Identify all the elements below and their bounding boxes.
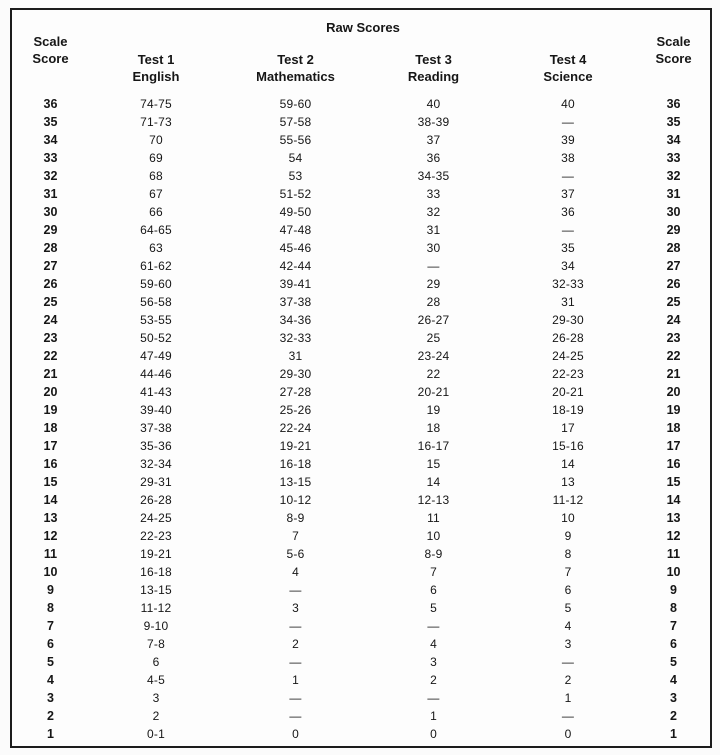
scale-score-cell-right: 32 <box>666 169 681 183</box>
scale-score-cell-left: 31 <box>43 187 58 201</box>
scale-score-cell-left: 6 <box>47 637 54 651</box>
table-row <box>11 689 711 707</box>
science-cell: 32-33 <box>552 277 584 291</box>
scale-score-cell-left: 14 <box>43 493 58 507</box>
english-cell: 47-49 <box>140 349 172 363</box>
score-conversion-table <box>10 8 712 748</box>
english-cell: 44-46 <box>140 367 172 381</box>
science-cell: — <box>561 115 575 129</box>
mathematics-cell: 53 <box>288 169 303 183</box>
scale-score-cell-right: 27 <box>666 259 681 273</box>
science-cell: 20-21 <box>552 385 584 399</box>
scale-score-cell-right: 7 <box>670 619 677 633</box>
mathematics-cell: 45-46 <box>279 241 312 255</box>
english-cell: 56-58 <box>140 295 172 309</box>
reading-cell: 38-39 <box>417 115 450 129</box>
scale-score-cell-left: 28 <box>43 241 58 255</box>
english-cell: 41-43 <box>140 385 172 399</box>
scale-score-cell-left: 20 <box>43 385 58 399</box>
table-row <box>11 653 711 671</box>
mathematics-cell: 4 <box>292 565 299 579</box>
test3-reading-header <box>368 46 499 92</box>
reading-cell: 19 <box>426 403 441 417</box>
science-cell: 22-23 <box>552 367 584 381</box>
test3-label: Test 3 <box>415 52 452 68</box>
scale-score-cell-right: 1 <box>670 727 677 741</box>
mathematics-cell: 57-58 <box>279 115 312 129</box>
science-cell: 34 <box>561 259 575 273</box>
reading-cell: — <box>427 691 440 705</box>
table-row <box>11 167 711 185</box>
scale-score-cell-left: 19 <box>43 403 58 417</box>
scale-score-cell-right: 33 <box>666 151 681 165</box>
scale-score-cell-left: 35 <box>43 115 58 129</box>
scale-score-header-line2: Score <box>32 51 69 66</box>
mathematics-cell: 5-6 <box>286 547 305 561</box>
english-cell: 70 <box>149 133 163 147</box>
science-cell: 35 <box>561 241 575 255</box>
reading-cell: 1 <box>430 709 437 723</box>
scale-score-cell-left: 11 <box>43 547 58 561</box>
english-cell: 71-73 <box>140 115 172 129</box>
mathematics-cell: 1 <box>292 673 299 687</box>
reading-cell: 33 <box>426 187 441 201</box>
table-row <box>11 131 711 149</box>
scale-score-cell-right: 35 <box>666 115 681 129</box>
science-cell: 0 <box>564 727 572 741</box>
scale-score-cell-left: 36 <box>43 97 58 111</box>
table-row <box>11 509 711 527</box>
scale-score-cell-left: 17 <box>43 439 58 453</box>
science-cell: 17 <box>561 421 575 435</box>
score-table-body <box>11 92 711 747</box>
mathematics-cell: 3 <box>292 601 299 615</box>
science-cell: 18-19 <box>552 403 584 417</box>
scale-score-cell-left: 15 <box>43 475 58 489</box>
reading-cell: 14 <box>426 475 441 489</box>
scale-score-header-line1: Scale <box>33 34 68 50</box>
science-cell: 9 <box>564 529 572 543</box>
raw-scores-header: Raw Scores <box>326 19 400 35</box>
science-cell: 36 <box>561 205 575 219</box>
mathematics-cell: — <box>289 709 302 723</box>
science-cell: 39 <box>561 133 575 147</box>
scale-score-cell-right: 24 <box>666 313 681 327</box>
reading-cell: 34-35 <box>417 169 450 183</box>
english-cell: 74-75 <box>140 97 172 111</box>
mathematics-cell: 16-18 <box>279 457 312 471</box>
scale-score-cell-right: 5 <box>670 655 677 669</box>
scale-score-cell-right: 16 <box>666 457 681 471</box>
reading-cell: 12-13 <box>417 493 450 507</box>
scale-score-cell-left: 13 <box>43 511 58 525</box>
test2-label: Test 2 <box>277 52 314 68</box>
mathematics-cell: 59-60 <box>279 97 312 111</box>
table-row <box>11 635 711 653</box>
test-header-row <box>11 46 711 92</box>
table-row <box>11 383 711 401</box>
english-cell: 11-12 <box>140 601 172 615</box>
reading-cell: 11 <box>427 511 440 525</box>
reading-cell: 37 <box>426 133 441 147</box>
scale-score-cell-left: 9 <box>47 583 54 597</box>
mathematics-cell: 32-33 <box>279 331 312 345</box>
english-cell: 69 <box>149 151 163 165</box>
reading-cell: 40 <box>426 97 441 111</box>
english-cell: 63 <box>149 241 163 255</box>
mathematics-cell: 34-36 <box>279 313 312 327</box>
science-cell: — <box>561 169 575 183</box>
reading-cell: 36 <box>426 151 441 165</box>
table-row <box>11 725 711 747</box>
reading-cell: 8-9 <box>424 547 443 561</box>
mathematics-cell: — <box>289 583 302 597</box>
reading-cell: 25 <box>426 331 441 345</box>
scale-score-cell-left: 21 <box>43 367 58 381</box>
table-row <box>11 221 711 239</box>
scale-score-cell-right: 31 <box>666 187 681 201</box>
test4-science-header <box>499 46 637 92</box>
reading-cell: — <box>427 619 440 633</box>
reading-cell: 7 <box>430 565 437 579</box>
table-row <box>11 365 711 383</box>
scale-score-cell-right: 12 <box>666 529 681 543</box>
table-row <box>11 707 711 725</box>
table-row <box>11 455 711 473</box>
english-cell: 37-38 <box>140 421 172 435</box>
scale-score-cell-right: 8 <box>670 601 677 615</box>
mathematics-cell: 7 <box>292 529 299 543</box>
science-cell: 13 <box>561 475 575 489</box>
english-cell: 16-18 <box>140 565 172 579</box>
table-row <box>11 545 711 563</box>
scale-score-cell-right: 2 <box>670 709 677 723</box>
english-cell: 7-8 <box>147 637 165 651</box>
table-row <box>11 419 711 437</box>
english-cell: 4-5 <box>147 673 165 687</box>
english-cell: 59-60 <box>140 277 172 291</box>
scale-score-cell-left: 18 <box>43 421 58 435</box>
scale-score-cell-right: 28 <box>666 241 681 255</box>
table-header <box>11 9 711 92</box>
scale-score-cell-left: 23 <box>43 331 58 345</box>
scale-score-cell-left: 22 <box>43 349 58 363</box>
reading-cell: 30 <box>426 241 441 255</box>
table-row <box>11 275 711 293</box>
scale-score-cell-left: 30 <box>43 205 58 219</box>
science-cell: 6 <box>564 583 572 597</box>
reading-cell: 18 <box>426 421 441 435</box>
scale-score-cell-right: 11 <box>666 547 681 561</box>
english-cell: 13-15 <box>140 583 172 597</box>
reading-cell: 3 <box>430 655 437 669</box>
science-cell: 5 <box>564 601 572 615</box>
scale-score-cell-left: 4 <box>47 673 54 687</box>
english-cell: 2 <box>152 709 160 723</box>
mathematics-cell: 10-12 <box>279 493 312 507</box>
table-row <box>11 113 711 131</box>
scale-score-cell-right: 30 <box>666 205 681 219</box>
mathematics-cell: — <box>289 655 302 669</box>
mathematics-cell: 54 <box>288 151 303 165</box>
table-row <box>11 347 711 365</box>
science-cell: — <box>561 709 575 723</box>
reading-cell: 26-27 <box>417 313 450 327</box>
science-cell: 8 <box>564 547 572 561</box>
table-row <box>11 527 711 545</box>
scale-score-cell-right: 3 <box>670 691 677 705</box>
science-cell: 10 <box>561 511 575 525</box>
english-cell: 39-40 <box>140 403 172 417</box>
science-label: Science <box>543 69 593 84</box>
scale-score-cell-left: 32 <box>43 169 58 183</box>
reading-cell: 22 <box>426 367 441 381</box>
mathematics-cell: 19-21 <box>279 439 312 453</box>
scale-score-cell-right: 15 <box>666 475 681 489</box>
mathematics-cell: — <box>289 619 302 633</box>
scale-score-cell-right: 19 <box>666 403 681 417</box>
science-cell: 38 <box>561 151 575 165</box>
scale-score-cell-right: 25 <box>666 295 681 309</box>
scale-score-cell-left: 24 <box>43 313 58 327</box>
table-row <box>11 437 711 455</box>
science-cell: 4 <box>564 619 572 633</box>
scale-score-header-line1: Scale <box>656 34 691 50</box>
reading-cell: 16-17 <box>417 439 450 453</box>
scale-score-header-line2: Score <box>655 51 692 66</box>
scale-score-cell-left: 34 <box>43 133 58 147</box>
scale-score-cell-right: 23 <box>666 331 681 345</box>
table-row <box>11 401 711 419</box>
table-row <box>11 329 711 347</box>
english-cell: 68 <box>149 169 163 183</box>
scale-score-header-right <box>637 9 711 92</box>
reading-cell: 32 <box>426 205 441 219</box>
scale-score-cell-right: 22 <box>666 349 681 363</box>
table-row <box>11 149 711 167</box>
science-cell: 3 <box>564 637 572 651</box>
reading-cell: 2 <box>430 673 437 687</box>
reading-cell: 5 <box>430 601 437 615</box>
science-cell: 29-30 <box>552 313 584 327</box>
english-cell: 61-62 <box>140 259 172 273</box>
table-row <box>11 239 711 257</box>
table-row <box>11 581 711 599</box>
mathematics-cell: 47-48 <box>279 223 312 237</box>
scale-score-cell-right: 10 <box>666 565 681 579</box>
mathematics-cell: — <box>289 691 302 705</box>
test4-label: Test 4 <box>549 52 587 68</box>
english-cell: 50-52 <box>140 331 172 345</box>
scale-score-cell-right: 14 <box>666 493 681 507</box>
scale-score-cell-left: 2 <box>47 709 54 723</box>
reading-cell: 31 <box>426 223 441 237</box>
raw-scores-header-row <box>11 9 711 46</box>
english-cell: 19-21 <box>140 547 172 561</box>
english-cell: 9-10 <box>143 619 169 633</box>
scale-score-cell-left: 33 <box>43 151 58 165</box>
english-cell: 66 <box>149 205 163 219</box>
scale-score-cell-left: 8 <box>47 601 54 615</box>
scale-score-header-left <box>11 9 89 92</box>
mathematics-cell: 37-38 <box>279 295 312 309</box>
english-label: English <box>132 69 180 84</box>
test2-mathematics-header <box>223 46 368 92</box>
scale-score-cell-left: 1 <box>47 727 54 741</box>
table-row <box>11 92 711 113</box>
table-row <box>11 599 711 617</box>
mathematics-cell: 0 <box>292 727 299 741</box>
mathematics-cell: 27-28 <box>279 385 312 399</box>
reading-cell: 10 <box>426 529 441 543</box>
reading-cell: 6 <box>430 583 437 597</box>
english-cell: 0-1 <box>147 727 165 741</box>
scale-score-cell-right: 26 <box>666 277 681 291</box>
reading-cell: 20-21 <box>417 385 450 399</box>
english-cell: 35-36 <box>140 439 172 453</box>
science-cell: 15-16 <box>552 439 584 453</box>
reading-cell: 23-24 <box>417 349 450 363</box>
table-row <box>11 563 711 581</box>
science-cell: — <box>561 655 575 669</box>
reading-cell: 28 <box>426 295 441 309</box>
scale-score-cell-right: 17 <box>666 439 681 453</box>
science-cell: 26-28 <box>552 331 584 345</box>
reading-cell: 29 <box>426 277 441 291</box>
scale-score-cell-right: 36 <box>666 97 681 111</box>
scale-score-cell-right: 18 <box>666 421 681 435</box>
scale-score-cell-left: 29 <box>43 223 58 237</box>
scale-score-cell-right: 21 <box>666 367 681 381</box>
reading-cell: 0 <box>430 727 437 741</box>
english-cell: 22-23 <box>140 529 172 543</box>
science-cell: 40 <box>561 97 575 111</box>
scale-score-cell-left: 16 <box>43 457 58 471</box>
table-row <box>11 671 711 689</box>
science-cell: 14 <box>561 457 575 471</box>
table-row <box>11 293 711 311</box>
mathematics-cell: 13-15 <box>279 475 312 489</box>
table-row <box>11 203 711 221</box>
scale-score-cell-right: 4 <box>670 673 677 687</box>
scale-score-cell-right: 9 <box>670 583 677 597</box>
reading-label: Reading <box>407 69 460 84</box>
scale-score-cell-right: 29 <box>666 223 681 237</box>
test1-english-header <box>89 46 223 92</box>
science-cell: 2 <box>564 673 572 687</box>
mathematics-cell: 22-24 <box>279 421 312 435</box>
table-row <box>11 473 711 491</box>
scale-score-cell-right: 20 <box>666 385 681 399</box>
scale-score-cell-right: 13 <box>666 511 681 525</box>
science-cell: 31 <box>561 295 575 309</box>
table-row <box>11 185 711 203</box>
science-cell: — <box>561 223 575 237</box>
reading-cell: — <box>427 259 440 273</box>
english-cell: 29-31 <box>140 475 172 489</box>
mathematics-cell: 31 <box>288 349 303 363</box>
english-cell: 3 <box>152 691 160 705</box>
science-cell: 37 <box>561 187 575 201</box>
reading-cell: 15 <box>426 457 441 471</box>
scale-score-cell-left: 3 <box>47 691 54 705</box>
english-cell: 53-55 <box>140 313 172 327</box>
scale-score-cell-left: 12 <box>43 529 58 543</box>
mathematics-cell: 42-44 <box>279 259 312 273</box>
mathematics-cell: 55-56 <box>279 133 312 147</box>
scale-score-cell-left: 10 <box>43 565 58 579</box>
english-cell: 64-65 <box>140 223 172 237</box>
mathematics-cell: 49-50 <box>279 205 312 219</box>
science-cell: 11-12 <box>552 493 584 507</box>
mathematics-cell: 39-41 <box>279 277 312 291</box>
scale-score-cell-right: 34 <box>666 133 681 147</box>
science-cell: 7 <box>564 565 572 579</box>
mathematics-cell: 8-9 <box>286 511 305 525</box>
scale-score-cell-left: 26 <box>43 277 58 291</box>
scale-score-cell-left: 5 <box>47 655 54 669</box>
test1-label: Test 1 <box>137 52 175 68</box>
english-cell: 67 <box>149 187 163 201</box>
table-row <box>11 257 711 275</box>
scale-score-cell-left: 7 <box>47 619 54 633</box>
mathematics-cell: 25-26 <box>279 403 312 417</box>
scale-score-cell-left: 27 <box>43 259 58 273</box>
mathematics-cell: 51-52 <box>279 187 312 201</box>
english-cell: 26-28 <box>140 493 172 507</box>
table-row <box>11 491 711 509</box>
mathematics-label: Mathematics <box>256 69 335 84</box>
english-cell: 32-34 <box>140 457 172 471</box>
reading-cell: 4 <box>430 637 437 651</box>
mathematics-cell: 29-30 <box>279 367 312 381</box>
science-cell: 1 <box>564 691 572 705</box>
scale-score-cell-right: 6 <box>670 637 677 651</box>
scale-score-cell-left: 25 <box>43 295 58 309</box>
mathematics-cell: 2 <box>292 637 299 651</box>
english-cell: 24-25 <box>140 511 172 525</box>
table-row <box>11 311 711 329</box>
science-cell: 24-25 <box>552 349 584 363</box>
english-cell: 6 <box>152 655 160 669</box>
table-row <box>11 617 711 635</box>
